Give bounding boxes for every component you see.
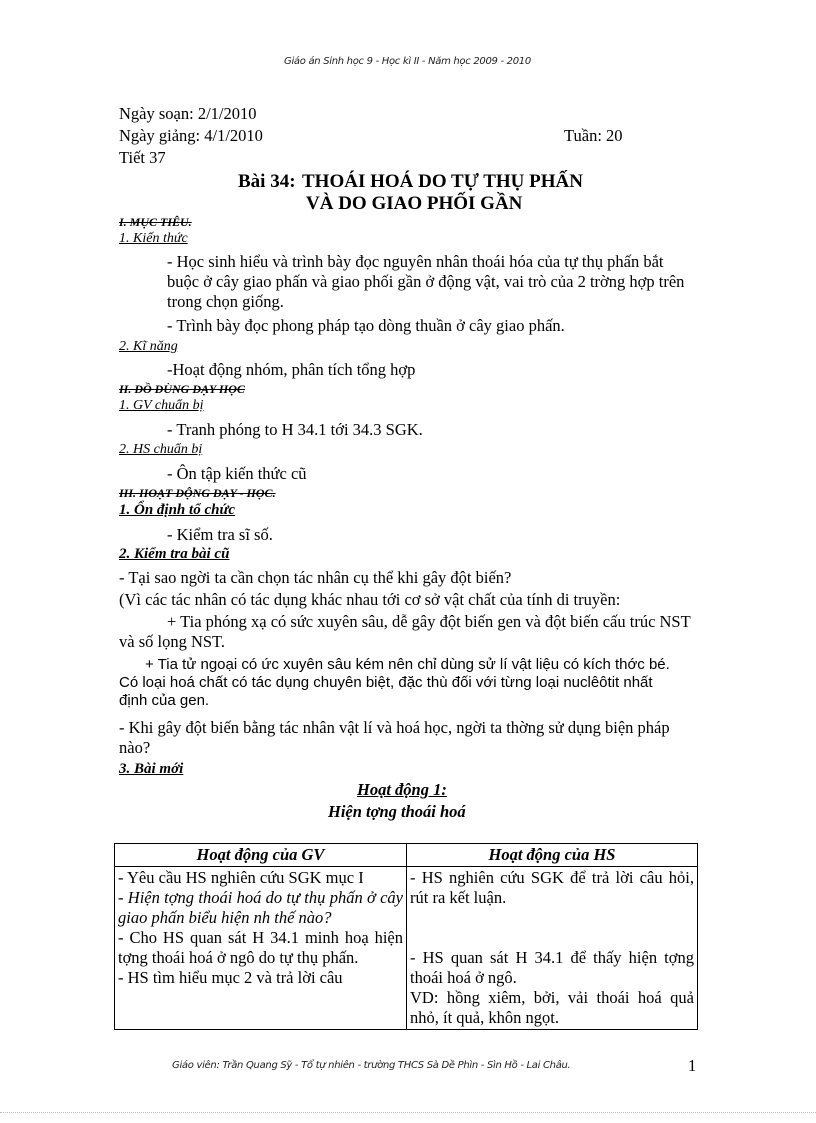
column-header-student: Hoạt động của HS <box>407 844 698 867</box>
subsection-stabilize: 1. Ổn định tổ chức <box>119 502 236 518</box>
skills-paragraph: -Hoạt động nhóm, phân tích tổng hợp <box>167 360 416 379</box>
page-divider <box>0 1112 816 1113</box>
teacher-prep-paragraph: - Tranh phóng to H 34.1 tới 34.3 SGK. <box>167 420 423 439</box>
footer-teacher: Giáo viên: Trần Quang Sỹ - Tổ tự nhiên - trường THCS Sà Dề Phìn - Sìn Hồ - Lai Châu. <box>172 1060 571 1071</box>
title-line-2: VÀ DO GIAO PHỐI GẦN <box>306 193 523 214</box>
section-activities: III. HOẠT ĐỘNG DẠY - HỌC. <box>119 486 276 500</box>
week-label: Tuần: 20 <box>564 126 623 145</box>
student-step-3: VD: hồng xiêm, bởi, vải thoái hoá quả nhỏ, ít quả, khôn ngọt. <box>410 988 694 1027</box>
column-header-teacher: Hoạt động của GV <box>115 844 407 867</box>
lesson-number: Tiết 37 <box>119 148 166 167</box>
subsection-new-lesson: 3. Bài mới <box>119 761 184 777</box>
prep-date: Ngày soạn: 2/1/2010 <box>119 104 257 123</box>
knowledge-paragraph-1: - Học sinh hiểu và trình bày đọc nguyên nhân thoái hóa của tự thụ phấn bắt buộc ở cây giao phấn và giao phối gần ở động vật, vai trò của 2 trờng hợp trên trong chọn giống. <box>167 252 685 311</box>
activity-table <box>114 843 698 1030</box>
student-step-2: - HS quan sát H 34.1 để thấy hiện tợng thoái hoá ở ngô. <box>410 948 694 987</box>
page-header: Giáo án Sinh học 9 - Học kì II - Năm học 2009 - 2010 <box>284 56 531 67</box>
spacer <box>410 908 694 948</box>
subsection-student-prep: 2. HS chuẩn bị <box>119 442 203 457</box>
student-prep-paragraph: - Ôn tập kiến thức cũ <box>167 464 307 483</box>
subsection-teacher-prep: 1. GV chuẩn bị <box>119 398 204 413</box>
section-objectives: I. MỤC TIÊU. <box>119 215 192 229</box>
section-materials: II. ĐỒ DÙNG DẠY HỌC <box>119 382 245 396</box>
subsection-skills: 2. Kĩ năng <box>119 339 178 354</box>
student-activity-cell <box>407 867 698 1030</box>
lesson-label: Bài 34: <box>238 171 296 192</box>
teacher-step-4: - HS tìm hiểu mục 2 và trả lời câu <box>118 968 343 987</box>
activity-heading: Hoạt động 1: <box>357 780 447 799</box>
teach-date: Ngày giảng: 4/1/2010 <box>119 126 263 145</box>
review-answer-uv: + Tia tử ngoại có ức xuyên sâu kém nên chỉ dùng sử lí vật liệu có kích thớc bé. Có loại hoá chất có tác dụng chuyên biệt, đặc thù đối với từng loại nuclêôtit nhất định của gen. <box>119 656 670 709</box>
review-answer-intro: (Vì các tác nhân có tác dụng khác nhau tới cơ sở vật chất của tính di truyền: <box>119 590 621 609</box>
subsection-review: 2. Kiểm tra bài cũ <box>119 546 230 562</box>
activity-subheading: Hiện tợng thoái hoá <box>328 802 466 821</box>
page-number: 1 <box>688 1056 697 1075</box>
teacher-step-1: - Yêu cầu HS nghiên cứu SGK mục I <box>118 868 364 887</box>
review-answer-radiation: + Tia phóng xạ có sức xuyên sâu, dễ gây đột biến gen và đột biến cấu trúc NST và số lọng NST. <box>119 612 691 651</box>
teacher-step-2: - Hiện tợng thoái hoá do tự thụ phấn ở cây giao phấn biểu hiện nh thế nào? <box>118 888 403 927</box>
table-row <box>115 867 698 1030</box>
title-line-1: THOÁI HOÁ DO TỰ THỤ PHẤN <box>302 171 583 192</box>
stabilize-paragraph: - Kiểm tra sĩ số. <box>167 525 273 544</box>
table-header-row <box>115 844 698 867</box>
student-step-1: - HS nghiên cứu SGK để trả lời câu hỏi, rút ra kết luận. <box>410 868 694 907</box>
review-question-1: - Tại sao ngời ta cần chọn tác nhân cụ thể khi gây đột biến? <box>119 568 512 587</box>
teacher-activity-cell <box>115 867 407 1030</box>
subsection-knowledge: 1. Kiến thức <box>119 231 188 246</box>
knowledge-paragraph-2: - Trình bày đọc phong pháp tạo dòng thuần ở cây giao phấn. <box>167 316 565 335</box>
review-question-2: - Khi gây đột biến bằng tác nhân vật lí và hoá học, ngời ta thờng sử dụng biện pháp nào? <box>119 718 670 757</box>
teacher-step-3: - Cho HS quan sát H 34.1 minh hoạ hiện tợng thoái hoá ở ngô do tự thụ phấn. <box>118 928 403 967</box>
